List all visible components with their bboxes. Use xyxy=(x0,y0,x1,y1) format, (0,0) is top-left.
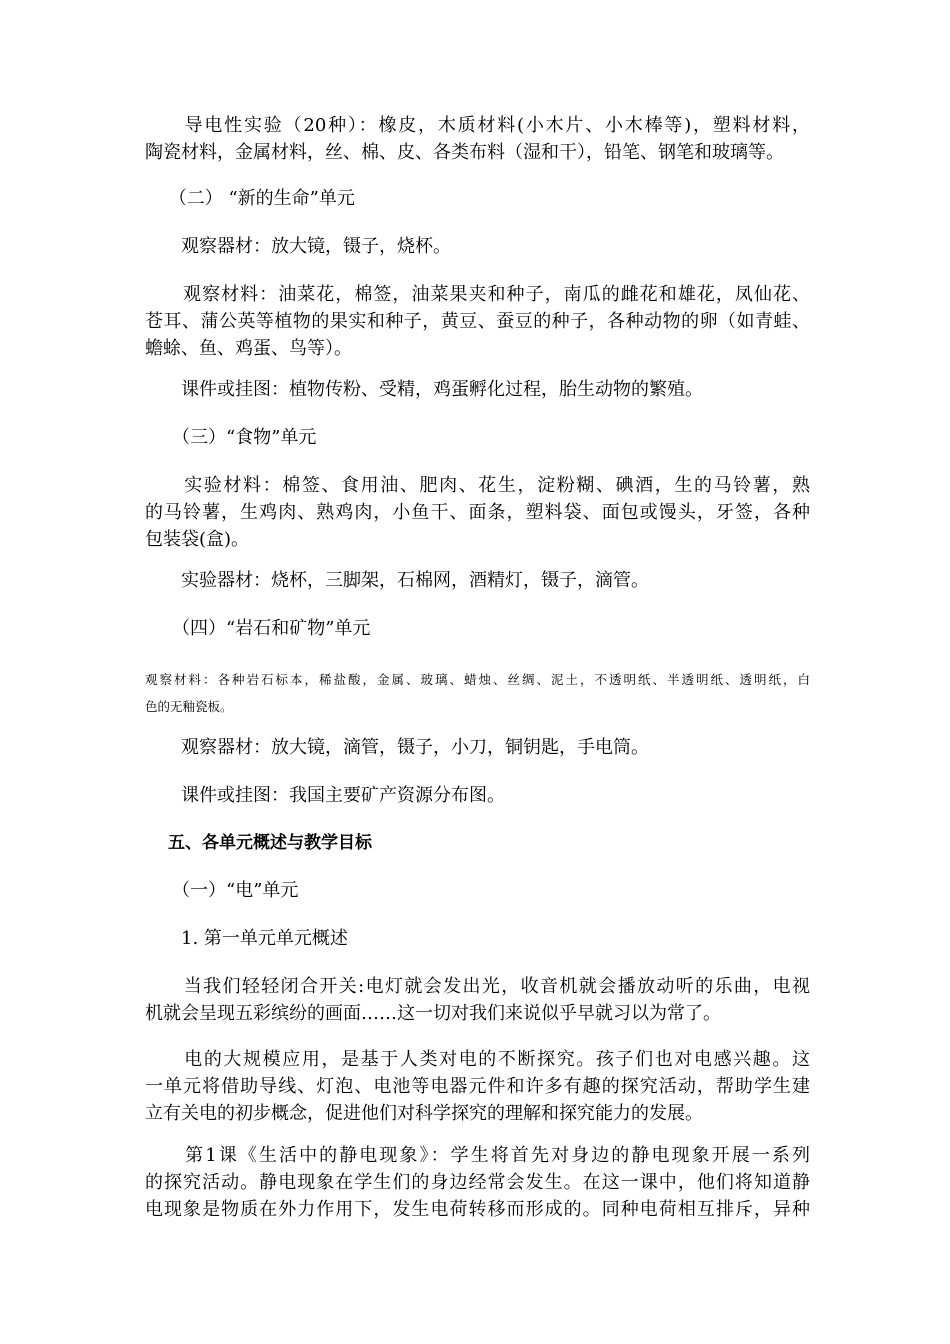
paragraph-experiment-tools xyxy=(145,567,810,594)
paragraph-observation-tools xyxy=(145,233,810,260)
text-line: 蟾蜍、鱼、鸡蛋、鸟等）。 xyxy=(145,338,352,359)
text-line: 电现象是物质在外力作用下，发生电荷转移而形成的。同种电荷相互排斥，异种 xyxy=(145,1199,810,1220)
text-line: 课件或挂图：我国主要矿产资源分布图。 xyxy=(145,785,505,806)
paragraph-rock-tools xyxy=(145,734,810,761)
paragraph-switch xyxy=(145,973,810,1027)
paragraph-conductivity xyxy=(145,112,810,166)
heading-food-unit xyxy=(145,424,810,451)
text-line: 陶瓷材料，金属材料，丝、棉、皮、各类布料（湿和干），铅笔、钢笔和玻璃等。 xyxy=(145,142,784,163)
text-line: 机就会呈现五彩缤纷的画面……这一切对我们来说似乎早就习以为常了。 xyxy=(145,1003,721,1024)
text-line: （三）“食物”单元 xyxy=(145,427,317,448)
paragraph-rock-materials xyxy=(145,666,810,720)
text-line: 观察材料：各种岩石标本，稀盐酸，金属、玻璃、蜡烛、丝绸、泥土，不透明纸、半透明纸、透明纸，白 xyxy=(145,672,810,687)
heading-unit-overview xyxy=(145,925,810,952)
text-line: （一）“电”单元 xyxy=(145,880,299,901)
text-line: 第1课《生活中的静电现象》：学生将首先对身边的静电现象开展一系列 xyxy=(145,1145,810,1166)
text-line: 实验器材：烧杯，三脚架，石棉网，酒精灯，镊子，滴管。 xyxy=(145,570,649,591)
section-heading xyxy=(168,830,833,857)
paragraph-rock-courseware xyxy=(145,782,810,809)
text-line: （四）“岩石和矿物”单元 xyxy=(145,618,371,639)
text-line: 观察器材：放大镜，滴管，镊子，小刀，铜钥匙，手电筒。 xyxy=(145,737,649,758)
text-line: 实验材料：棉签、食用油、肥肉、花生，淀粉糊、碘酒，生的马铃薯，熟 xyxy=(145,475,810,496)
text-line: 色的无釉瓷板。 xyxy=(145,699,233,714)
paragraph-electricity-application xyxy=(145,1046,810,1127)
text-line: 苍耳、蒲公英等植物的果实和种子，黄豆、蚕豆的种子，各种动物的卵（如青蛙、 xyxy=(145,311,810,332)
text-line: 观察材料：油菜花，棉签，油菜果夹和种子，南瓜的雌花和雄花，凤仙花、 xyxy=(145,284,810,305)
heading-electricity-unit xyxy=(145,877,810,904)
text-line: （二） “新的生命”单元 xyxy=(145,188,355,209)
paragraph-courseware xyxy=(145,376,810,403)
text-line: 当我们轻轻闭合开关:电灯就会发出光，收音机就会播放动听的乐曲，电视 xyxy=(145,976,810,997)
text-line: 包装袋(盒)。 xyxy=(145,529,250,550)
paragraph-experiment-materials xyxy=(145,472,810,553)
text-line: 课件或挂图：植物传粉、受精，鸡蛋孵化过程，胎生动物的繁殖。 xyxy=(145,379,703,400)
heading-rocks-unit xyxy=(145,615,810,642)
text-line: 立有关电的初步概念，促进他们对科学探究的理解和探究能力的发展。 xyxy=(145,1103,703,1124)
text-line: 导电性实验（20种）：橡皮，木质材料(小木片、小木棒等)，塑料材料， xyxy=(145,115,810,136)
text-line: 电的大规模应用，是基于人类对电的不断探究。孩子们也对电感兴趣。这 xyxy=(145,1049,810,1070)
text-line: 一单元将借助导线、灯泡、电池等电器元件和许多有趣的探究活动，帮助学生建 xyxy=(145,1076,810,1097)
text-line: 五、各单元概述与教学目标 xyxy=(168,833,372,853)
paragraph-observation-materials xyxy=(145,281,810,362)
text-line: 的马铃薯，生鸡肉、熟鸡肉，小鱼干、面条，塑料袋、面包或馒头，牙签，各种 xyxy=(145,502,810,523)
text-line: 1. 第一单元单元概述 xyxy=(145,928,348,949)
text-line: 的探究活动。静电现象在学生们的身边经常会发生。在这一课中，他们将知道静 xyxy=(145,1172,810,1193)
heading-new-life-unit xyxy=(145,185,810,212)
paragraph-lesson-1 xyxy=(145,1142,810,1223)
text-line: 观察器材：放大镜，镊子，烧杯。 xyxy=(145,236,451,257)
